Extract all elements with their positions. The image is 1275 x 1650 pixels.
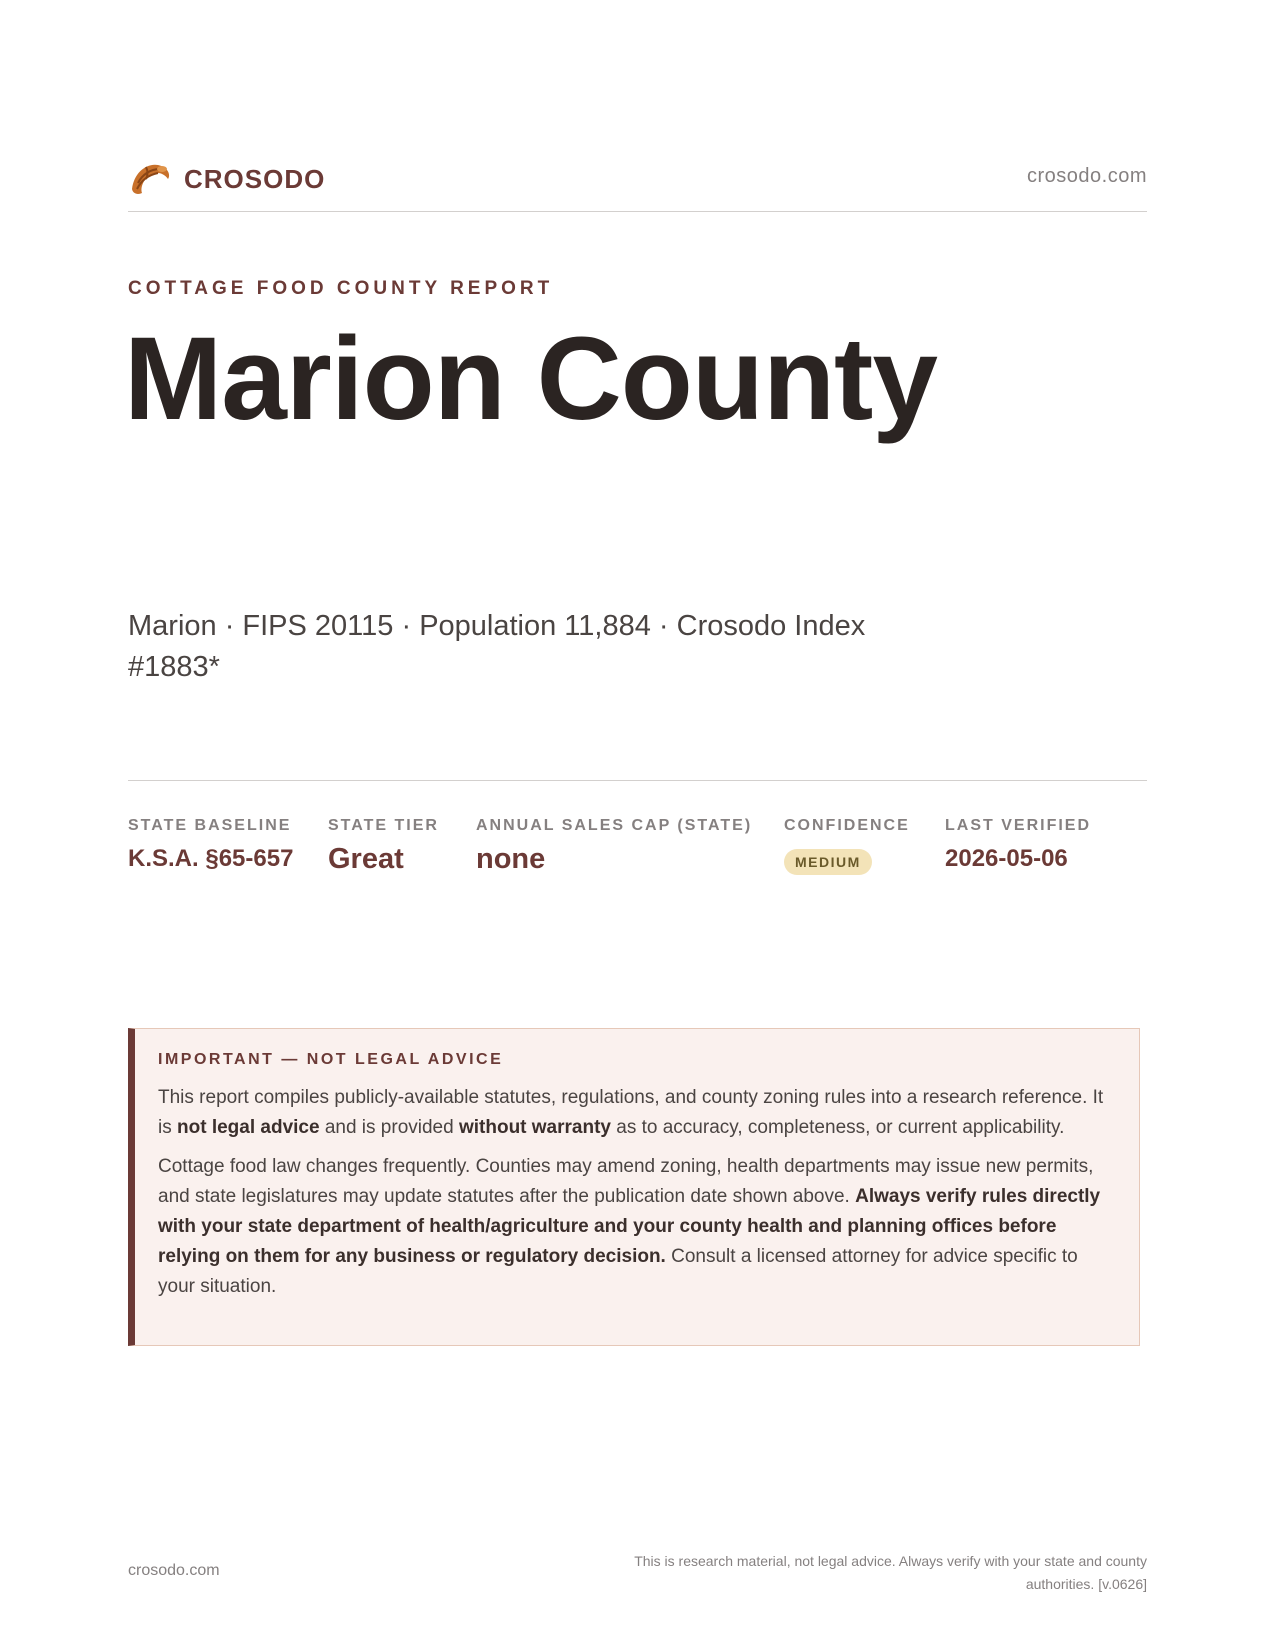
stat-value: none: [476, 843, 546, 875]
brand-name: CROSODO: [184, 163, 326, 194]
stat-label: CONFIDENCE: [784, 817, 910, 834]
footer-disclaimer: This is research material, not legal advice. Always verify with your state and county authorities. [v.0626]: [634, 1553, 1147, 1592]
notice-text: and is provided: [319, 1117, 459, 1138]
stat-last-verified: [945, 817, 1091, 873]
legal-notice: [128, 1028, 1140, 1346]
notice-text: This report compiles publicly-available statutes, regulations, and county zoning rules into a research reference. It is: [158, 1087, 1104, 1138]
stat-confidence: [784, 817, 910, 875]
notice-body: [158, 1083, 1118, 1311]
stat-value: 2026-05-06: [945, 845, 1068, 872]
notice-title: IMPORTANT — NOT LEGAL ADVICE: [158, 1051, 504, 1068]
notice-text: as to accuracy, completeness, or current applicability.: [610, 1117, 1065, 1138]
stat-value: K.S.A. §65-657: [128, 845, 294, 872]
notice-paragraph: [158, 1083, 1118, 1143]
stat-label: ANNUAL SALES CAP (STATE): [476, 817, 753, 834]
confidence-badge: MEDIUM: [784, 849, 872, 875]
notice-text: Consult a licensed attorney for advice specific to your situation.: [158, 1246, 1078, 1297]
report-page: [124, 0, 1147, 1650]
notice-emphasis: without warranty: [458, 1117, 611, 1138]
county-subtitle: Marion · FIPS 20115 · Population 11,884 · Crosodo Index #1883*: [128, 610, 866, 683]
report-eyebrow: COTTAGE FOOD COUNTY REPORT: [128, 278, 554, 299]
notice-text: Cottage food law changes frequently. Counties may amend zoning, health departments may issue new permits, and state legislatures may update statutes after the publication date shown above.: [158, 1156, 1094, 1207]
site-link[interactable]: crosodo.com: [1027, 165, 1147, 187]
stat-label: STATE TIER: [328, 817, 439, 834]
stat-label: STATE BASELINE: [128, 817, 292, 834]
stat-state-baseline: [128, 817, 293, 873]
footer-site-link[interactable]: crosodo.com: [128, 1562, 220, 1579]
stats-row: [128, 780, 1147, 875]
notice-paragraph: [158, 1152, 1118, 1302]
croissant-icon: [128, 159, 172, 199]
stat-label: LAST VERIFIED: [945, 817, 1092, 834]
stat-value: Great: [328, 843, 404, 875]
county-title: Marion County: [124, 313, 937, 445]
stat-state-tier: [328, 817, 439, 876]
brand[interactable]: [128, 159, 325, 199]
notice-emphasis: not legal advice: [177, 1117, 320, 1138]
stat-sales-cap: [476, 817, 752, 876]
page-header: [128, 155, 1147, 212]
notice-emphasis: Always verify rules directly with your state department of health/agriculture and your county health and planning offices before relying on them for any business or regulatory decision.: [158, 1186, 1101, 1267]
